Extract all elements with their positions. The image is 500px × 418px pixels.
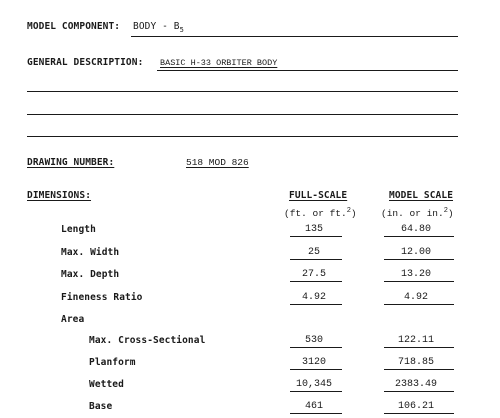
model-value-line (384, 369, 454, 370)
row-full-value: 3120 (301, 357, 326, 368)
row-label: Base (89, 401, 113, 412)
drawing-number-value: 518 MOD 826 (186, 157, 249, 168)
full-value-line (290, 347, 342, 348)
row-model-value: 122.11 (397, 335, 434, 346)
row-label: Max. Depth (61, 269, 120, 280)
row-model-value: 106.21 (397, 401, 434, 412)
row-model-value: 64.80 (400, 224, 431, 235)
row-label: Max. Cross-Sectional (89, 335, 206, 346)
row-label: Max. Width (61, 247, 120, 258)
row-label: Wetted (89, 379, 124, 390)
full-scale-header: FULL-SCALE (289, 190, 348, 201)
general-description-value: BASIC H-33 ORBITER BODY (160, 58, 278, 68)
model-value-line (384, 259, 454, 260)
row-model-value: 13.20 (400, 269, 431, 280)
full-value-line (290, 391, 342, 392)
description-rule-4 (27, 136, 458, 137)
row-full-value: 530 (304, 335, 323, 346)
full-value-line (290, 281, 342, 282)
model-value-line (384, 281, 454, 282)
model-component-value: BODY - $B_5$ (133, 21, 184, 34)
general-description-label: GENERAL DESCRIPTION: (27, 57, 144, 68)
model-component-label: MODEL COMPONENT: (27, 21, 121, 32)
dimensions-label: DIMENSIONS: (27, 190, 92, 201)
full-value-line (290, 259, 342, 260)
row-full-value: 25 (307, 247, 320, 258)
row-model-value: 718.85 (397, 357, 434, 368)
row-full-value: 4.92 (301, 292, 326, 303)
drawing-number-label: DRAWING NUMBER: (27, 157, 115, 168)
model-value-line (384, 413, 454, 414)
row-full-value: 135 (304, 224, 323, 235)
full-scale-units: (ft. or ft.$^2$) (284, 207, 357, 220)
description-rule-1 (157, 70, 458, 71)
row-label: Planform (89, 357, 136, 368)
row-label: Area (61, 314, 85, 325)
row-full-value: 461 (304, 401, 323, 412)
row-full-value: 10,345 (295, 379, 332, 390)
model-value-line (384, 304, 454, 305)
full-value-line (290, 369, 342, 370)
description-rule-2 (27, 91, 458, 92)
model-value-line (384, 236, 454, 237)
row-model-value: 4.92 (403, 292, 428, 303)
model-scale-units: (in. or in.$^2$) (381, 207, 454, 220)
model-value-line (384, 347, 454, 348)
full-value-line (290, 236, 342, 237)
description-rule-3 (27, 114, 458, 115)
model-component-rule (131, 36, 458, 37)
model-value-line (384, 391, 454, 392)
model-scale-header: MODEL SCALE (389, 190, 454, 201)
full-value-line (290, 413, 342, 414)
row-full-value: 27.5 (301, 269, 326, 280)
row-label: Length (61, 224, 96, 235)
row-model-value: 2383.49 (394, 379, 437, 390)
full-value-line (290, 304, 342, 305)
row-model-value: 12.00 (400, 247, 431, 258)
row-label: Fineness Ratio (61, 292, 143, 303)
